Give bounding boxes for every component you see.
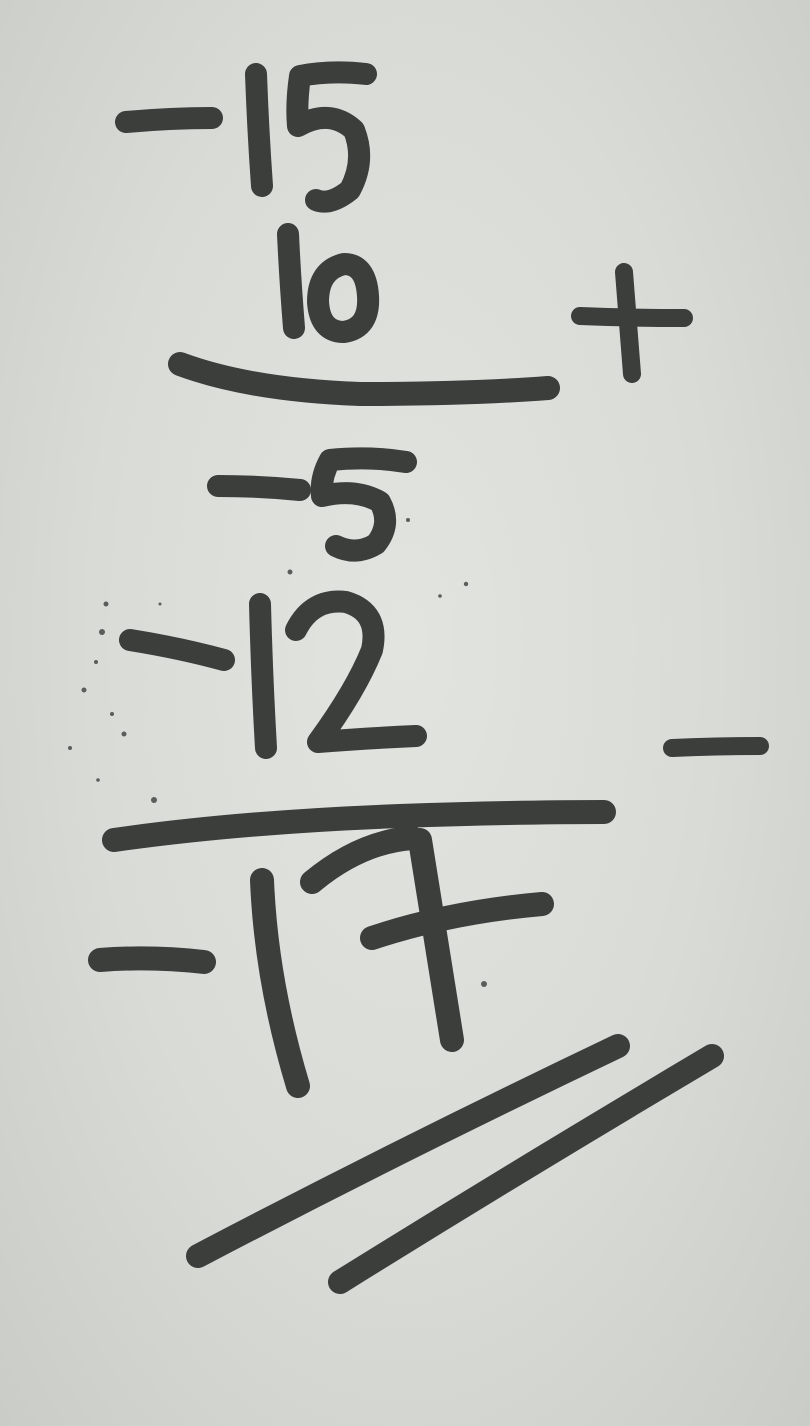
handwritten-plus-sign: [580, 272, 684, 374]
first-result-line: [180, 364, 548, 394]
handwritten-minus-sign: [672, 746, 760, 748]
double-slash-mark: [198, 1046, 712, 1282]
handwritten-minus-17: [100, 838, 542, 1086]
handwritten-minus-15: [126, 72, 366, 201]
handwritten-minus-12: [130, 602, 416, 748]
second-result-line: [114, 812, 604, 840]
handwritten-minus-5: [218, 458, 406, 550]
handwritten-10: [288, 234, 368, 332]
